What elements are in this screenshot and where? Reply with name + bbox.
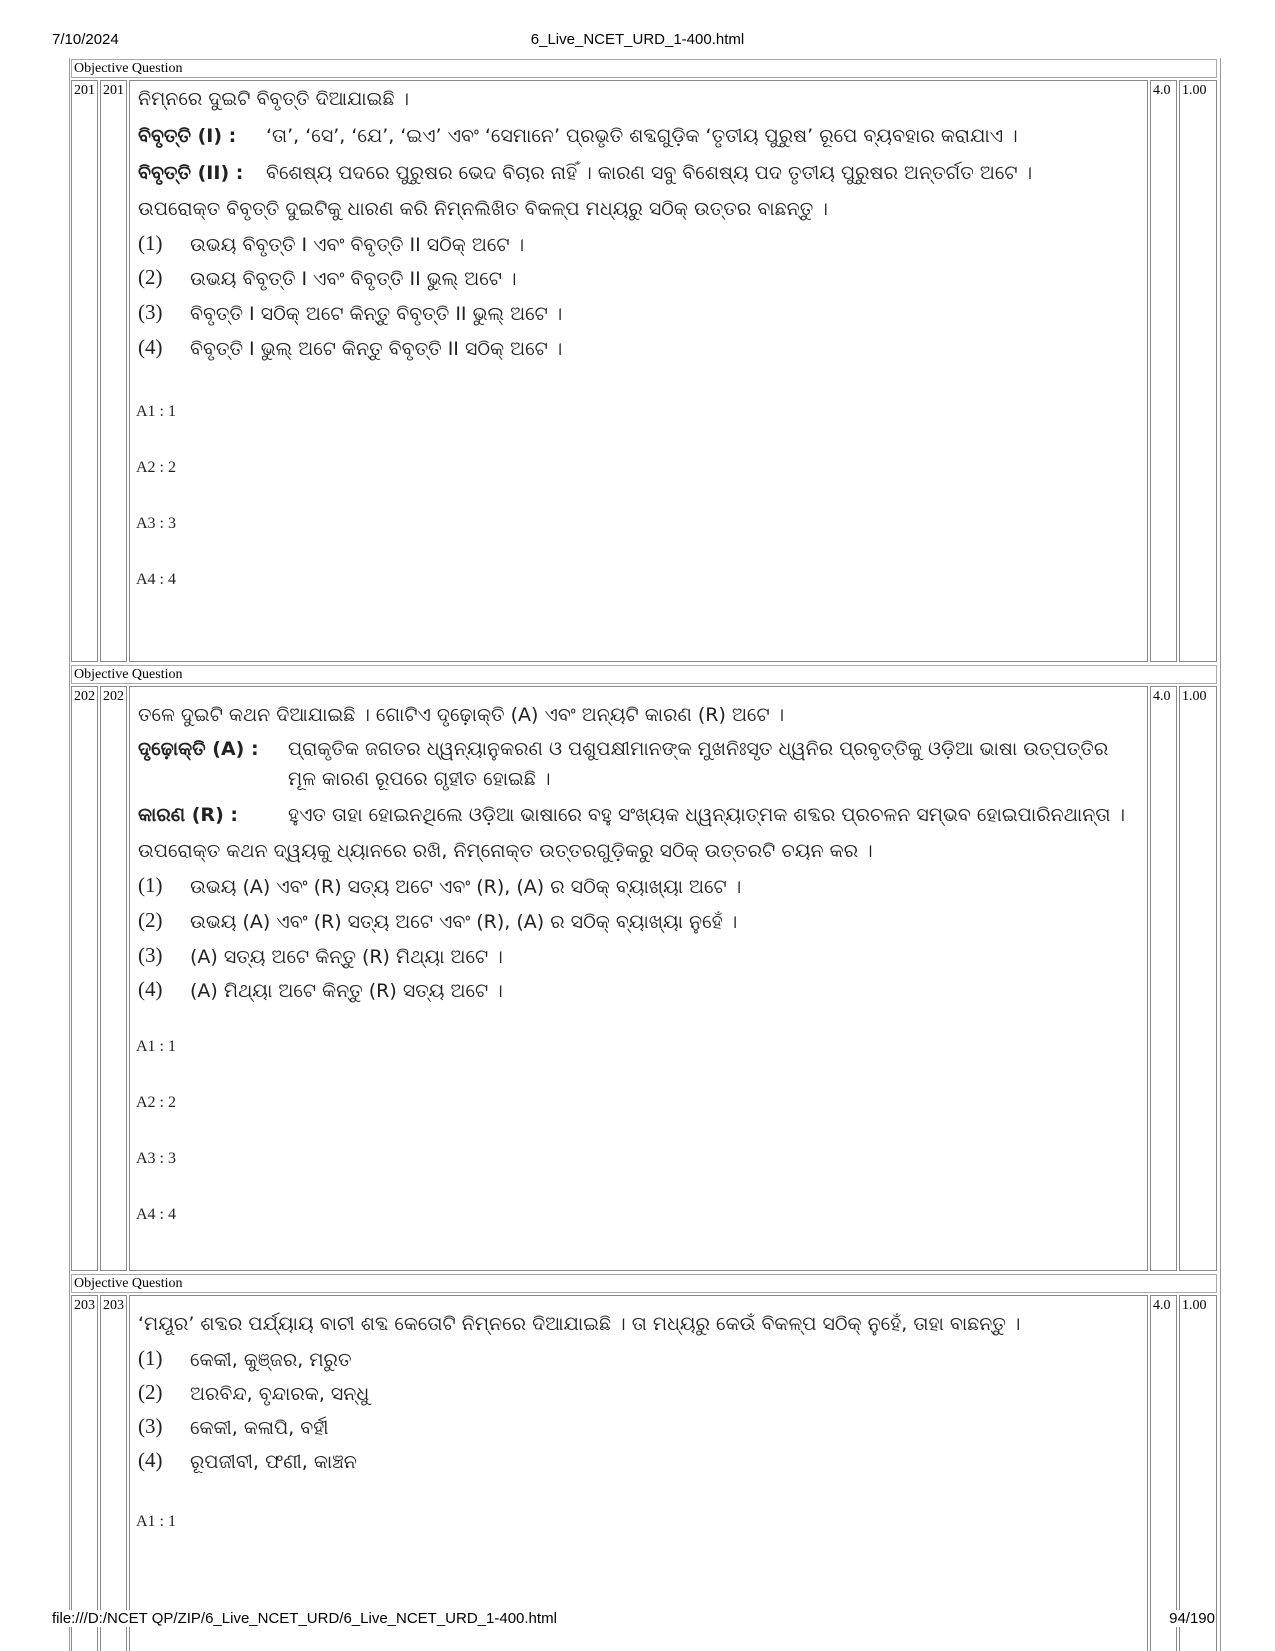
question-id: 203: [100, 1295, 127, 1651]
reason-label: କାରଣ (R) :: [138, 804, 238, 826]
option-text: (A) ସତ୍ୟ ଅଟେ କିନ୍ତୁ (R) ମିଥ୍ୟା ଅଟେ ।: [190, 946, 503, 968]
question-type-label: Objective Question: [71, 1274, 1217, 1293]
statement-2-text: ବିଶେଷ୍ୟ ପଦରେ ପୁରୁଷର ଭେଦ ବିଚାର ନାହିଁ । କାରଣ ସବୁ ବିଶେଷ୍ୟ ପଦ ତୃତୀୟ ପୁରୁଷର ଅନ୍ତର୍ଗତ ଅଟେ ।: [266, 162, 1033, 184]
option-text: ଉଭୟ (A) ଏବଂ (R) ସତ୍ୟ ଅଟେ ଏବଂ (R), (A) ର ସଠିକ୍ ବ୍ୟାଖ୍ୟା ନୁହେଁ ।: [190, 911, 738, 933]
marks: 4.0: [1150, 686, 1177, 1271]
option-text: ବିବୃତ୍ତି I ଭୁଲ୍ ଅଟେ କିନ୍ତୁ ବିବୃତ୍ତି II ସଠିକ୍ ଅଟେ ।: [190, 338, 563, 360]
answer-key: A1 : 1: [136, 1038, 176, 1055]
question-202: [71, 665, 1217, 1271]
answer-key: A1 : 1: [136, 403, 176, 420]
reason-text: ହୁଏତ ତାହା ହୋଇନଥିଲେ ଓଡ଼ିଆ ଭାଷାରେ ବହୁ ସଂଖ୍ୟକ ଧ୍ୱନ୍ୟାତ୍ମକ ଶବ୍ଦର ପ୍ରଚଳନ ସମ୍ଭବ ହୋଇପାରିନଥାନ୍ତା ।: [288, 804, 1126, 826]
answer-key: A1 : 1: [136, 1513, 176, 1530]
question-intro: ‘ମୟୂର’ ଶବ୍ଦର ପର୍ଯ୍ୟାୟ ବାଚୀ ଶବ୍ଦ କେତୋଟି ନିମ୍ନରେ ଦିଆଯାଇଛି । ତା ମଧ୍ୟରୁ କେଉଁ ବିକଳ୍ପ ସଠିକ୍ ନୁହେଁ, ତାହା ବାଛନ୍ତୁ ।: [138, 1313, 1021, 1335]
negative-marks: 1.00: [1179, 80, 1217, 662]
option-text: କେକୀ, କୁଞ୍ଜର, ମରୁତ: [190, 1349, 352, 1371]
answer-key: A4 : 4: [136, 571, 176, 588]
question-body: [129, 1295, 1148, 1651]
question-instruction: ଉପରୋକ୍ତ କଥନ ଦ୍ୱୟକୁ ଧ୍ୟାନରେ ରଖି, ନିମ୍ନୋକ୍ତ ଉତ୍ତରଗୁଡ଼ିକରୁ ସଠିକ୍ ଉତ୍ତରଟି ଚୟନ କର ।: [138, 840, 873, 862]
statement-2-label: ବିବୃତ୍ତି (II) :: [138, 162, 244, 184]
question-id: 201: [100, 80, 127, 662]
serial-number: 203: [71, 1295, 98, 1651]
statement-1: [138, 125, 1018, 147]
serial-number: 202: [71, 686, 98, 1271]
answer-key: A2 : 2: [136, 459, 176, 476]
question-type-label: Objective Question: [71, 665, 1217, 684]
question-type-label: Objective Question: [71, 59, 1217, 78]
assertion: [138, 738, 1109, 760]
question-id: 202: [100, 686, 127, 1271]
statement-2: [138, 162, 1033, 184]
option-number: (2): [138, 1380, 163, 1404]
option-number: (1): [138, 873, 163, 897]
option-number: (2): [138, 265, 163, 289]
question-intro: ତଳେ ଦୁଇଟି କଥନ ଦିଆଯାଇଛି । ଗୋଟିଏ ଦୃଢ଼ୋକ୍ତି (A) ଏବଂ ଅନ୍ୟଟି କାରଣ (R) ଅଟେ ।: [138, 704, 785, 726]
option-text: ରୂପଜୀବୀ, ଫଣୀ, କାଞ୍ଚନ: [190, 1451, 357, 1473]
file-path: file:///D:/NCET QP/ZIP/6_Live_NCET_URD/6_Live_NCET_URD_1-400.html: [52, 1610, 557, 1627]
marks: 4.0: [1150, 1295, 1177, 1651]
marks: 4.0: [1150, 80, 1177, 662]
negative-marks: 1.00: [1179, 1295, 1217, 1651]
page-number: 94/190: [1169, 1610, 1215, 1627]
question-203: [71, 1274, 1217, 1651]
statement-1-label: ବିବୃତ୍ତି (I) :: [138, 125, 237, 147]
option-number: (3): [138, 943, 163, 967]
question-instruction: ଉପରୋକ୍ତ ବିବୃତ୍ତି ଦୁଇଟିକୁ ଧାରଣ କରି ନିମ୍ନଲିଖିତ ବିକଳ୍ପ ମଧ୍ୟରୁ ସଠିକ୍ ଉତ୍ତର ବାଛନ୍ତୁ ।: [138, 198, 828, 220]
option-number: (3): [138, 1414, 163, 1438]
assertion-label: ଦୃଢ଼ୋକ୍ତି (A) :: [138, 738, 259, 760]
statement-1-text: ‘ତା’, ‘ସେ’, ‘ଯେ’, ‘ଇଏ’ ଏବଂ ‘ସେମାନେ’ ପ୍ରଭୃତି ଶବ୍ଦଗୁଡ଼ିକ ‘ତୃତୀୟ ପୁରୁଷ’ ରୂପେ ବ୍ୟବହାର କରାଯାଏ ।: [266, 125, 1018, 147]
option-number: (4): [138, 977, 163, 1001]
question-201: [71, 59, 1217, 662]
option-number: (4): [138, 1448, 163, 1472]
print-date: 7/10/2024: [52, 31, 119, 48]
option-text: ଉଭୟ (A) ଏବଂ (R) ସତ୍ୟ ଅଟେ ଏବଂ (R), (A) ର ସଠିକ୍ ବ୍ୟାଖ୍ୟା ଅଟେ ।: [190, 876, 742, 898]
reason: [138, 804, 1126, 826]
answer-key: A3 : 3: [136, 515, 176, 532]
option-text: ଉଭୟ ବିବୃତ୍ତି I ଏବଂ ବିବୃତ୍ତି II ଭୁଲ୍ ଅଟେ ।: [190, 268, 517, 290]
option-text: କେକୀ, କଳାପି, ବର୍ହୀ: [190, 1417, 329, 1439]
answer-key: A3 : 3: [136, 1150, 176, 1167]
assertion-continued: ମୂଳ କାରଣ ରୂପରେ ଗୃହୀତ ହୋଇଛି ।: [288, 768, 551, 790]
question-body: [129, 80, 1148, 662]
assertion-text: ପ୍ରାକୃତିକ ଜଗତର ଧ୍ୱନ୍ୟାନୁକରଣ ଓ ପଶୁପକ୍ଷୀମାନଙ୍କ ମୁଖନିଃସୃତ ଧ୍ୱନିର ପ୍ରବୃତ୍ତିକୁ ଓଡ଼ିଆ ଭାଷା ଉତ୍ପତ୍ତିର: [288, 738, 1109, 760]
answer-key: A4 : 4: [136, 1206, 176, 1223]
option-text: ଉଭୟ ବିବୃତ୍ତି I ଏବଂ ବିବୃତ୍ତି II ସଠିକ୍ ଅଟେ ।: [190, 234, 525, 256]
document-title: 6_Live_NCET_URD_1-400.html: [530, 31, 745, 48]
option-number: (3): [138, 300, 163, 324]
negative-marks: 1.00: [1179, 686, 1217, 1271]
option-text: ଅରବିନ୍ଦ, ବୃନ୍ଦାରକ, ସନ୍ଧୁ: [190, 1383, 370, 1405]
question-intro: ନିମ୍ନରେ ଦୁଇଟି ବିବୃତ୍ତି ଦିଆଯାଇଛି ।: [138, 88, 410, 110]
option-number: (2): [138, 908, 163, 932]
option-text: ବିବୃତ୍ତି I ସଠିକ୍ ଅଟେ କିନ୍ତୁ ବିବୃତ୍ତି II ଭୁଲ୍ ଅଟେ ।: [190, 303, 563, 325]
serial-number: 201: [71, 80, 98, 662]
option-text: (A) ମିଥ୍ୟା ଅଟେ କିନ୍ତୁ (R) ସତ୍ୟ ଅଟେ ।: [190, 980, 503, 1002]
option-number: (1): [138, 1346, 163, 1370]
option-number: (1): [138, 231, 163, 255]
answer-key: A2 : 2: [136, 1094, 176, 1111]
question-body: [129, 686, 1148, 1271]
option-number: (4): [138, 335, 163, 359]
